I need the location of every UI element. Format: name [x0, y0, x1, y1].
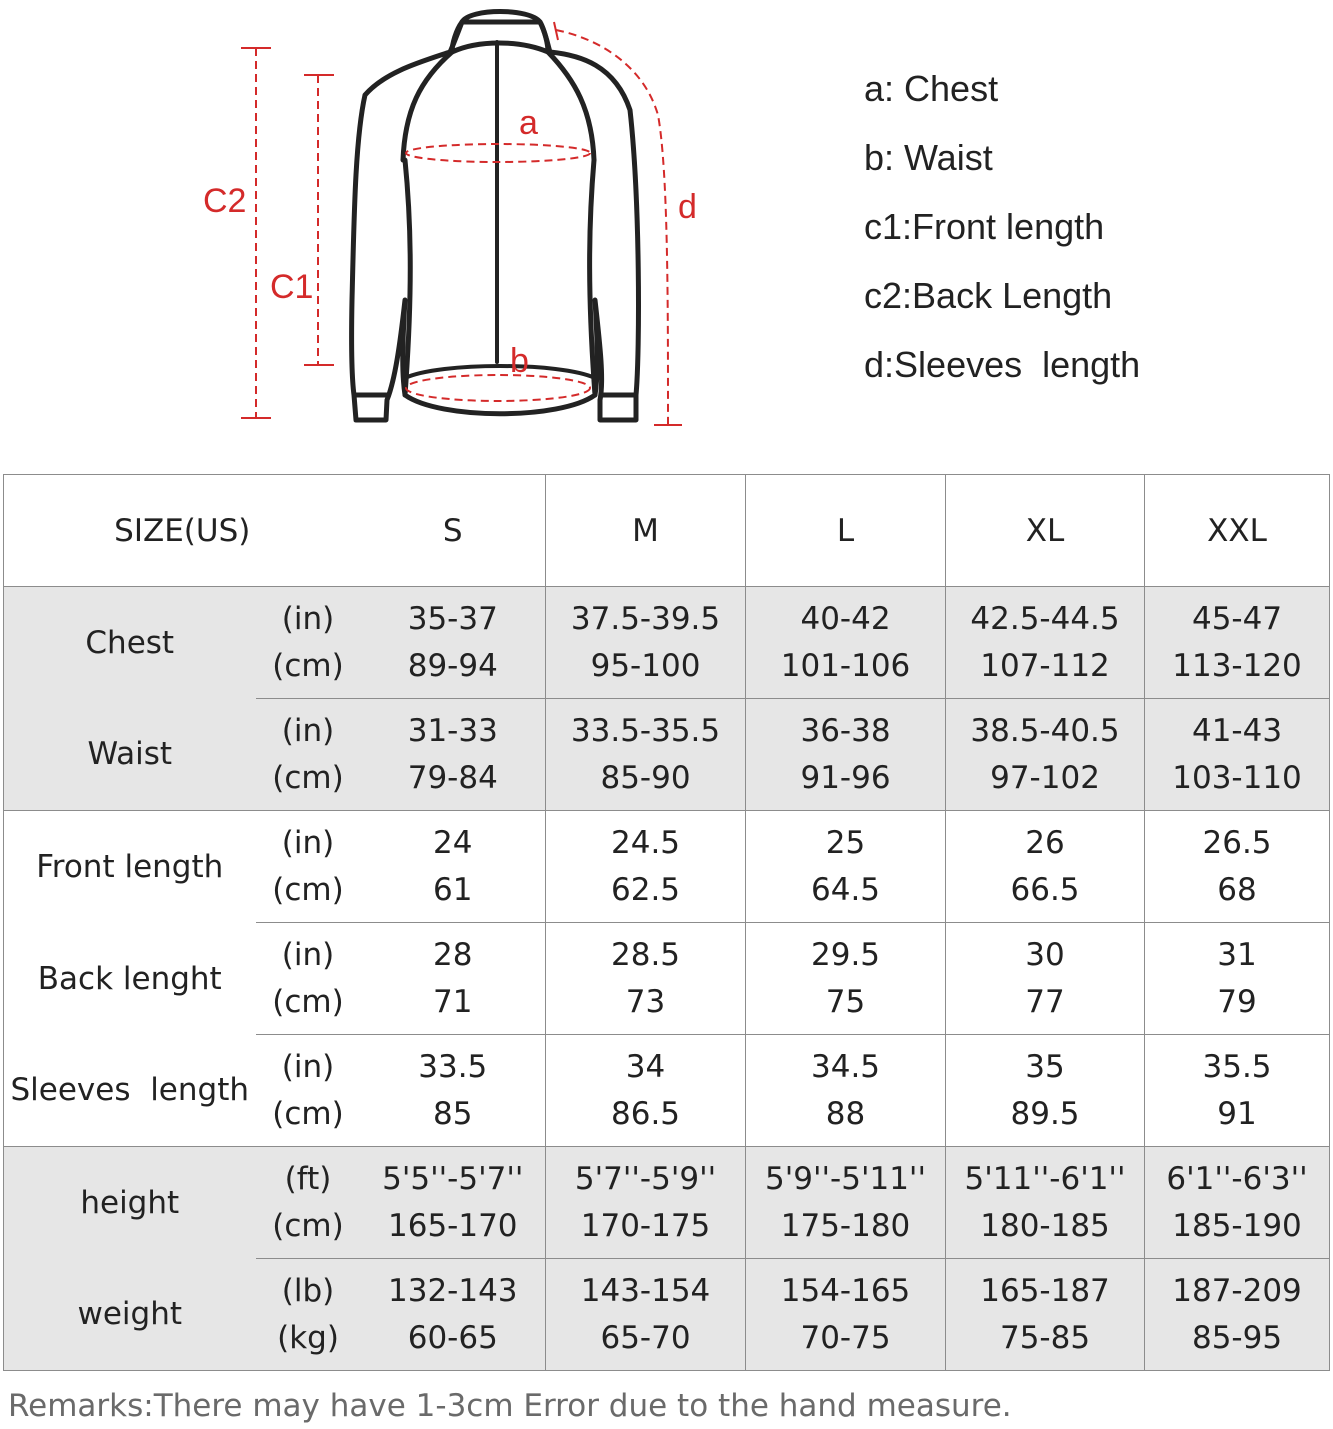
legend-key: b:: [864, 137, 895, 178]
value-secondary: 86.5: [611, 1095, 681, 1132]
unit-cell: [256, 699, 361, 811]
value-secondary: 89-94: [407, 647, 498, 684]
unit-label: (cm): [272, 647, 344, 684]
value-secondary: 89.5: [1010, 1095, 1080, 1132]
value-secondary: 101-106: [780, 647, 911, 684]
value-cell: [546, 811, 746, 923]
value-cell: [546, 1147, 746, 1259]
value-cell: [546, 1035, 746, 1147]
value-primary: 165-187: [980, 1272, 1110, 1309]
unit-label: (cm): [272, 1207, 344, 1244]
table-row: [4, 811, 1330, 923]
value-primary: 24: [433, 824, 473, 861]
size-header-s: S: [361, 475, 546, 587]
value-primary: 187-209: [1172, 1272, 1302, 1309]
unit-label: (cm): [272, 871, 344, 908]
row-label: Front length: [4, 811, 256, 923]
remarks-note: Remarks:There may have 1-3cm Error due to the hand measure.: [8, 1388, 1012, 1424]
value-cell: [361, 587, 546, 699]
unit-label: (in): [281, 600, 335, 637]
value-secondary: 185-190: [1172, 1207, 1302, 1244]
value-cell: [746, 587, 946, 699]
value-primary: 42.5-44.5: [970, 600, 1120, 637]
legend-item-waist: [864, 135, 1140, 204]
legend-text: Front length: [912, 206, 1105, 247]
row-label: Chest: [4, 587, 256, 699]
value-primary: 30: [1025, 936, 1065, 973]
unit-label: (cm): [272, 1095, 344, 1132]
value-cell: [746, 923, 946, 1035]
value-primary: 28: [433, 936, 473, 973]
value-cell: [746, 811, 946, 923]
legend-item-back-length: [864, 273, 1140, 342]
value-cell: [361, 811, 546, 923]
table-row: [4, 1259, 1330, 1371]
value-primary: 37.5-39.5: [570, 600, 721, 637]
value-cell: [546, 1259, 746, 1371]
value-secondary: 79: [1217, 983, 1257, 1020]
value-cell: [361, 923, 546, 1035]
value-primary: 26: [1025, 824, 1065, 861]
collar: [452, 12, 548, 53]
value-secondary: 75-85: [999, 1319, 1091, 1356]
value-cell: [1145, 1259, 1330, 1371]
value-secondary: 70-75: [800, 1319, 891, 1356]
size-header-l: L: [746, 475, 946, 587]
size-header-xl: XL: [946, 475, 1145, 587]
value-primary: 31-33: [407, 712, 498, 749]
unit-cell: [256, 923, 361, 1035]
row-label: Waist: [4, 699, 256, 811]
table-row: [4, 1147, 1330, 1259]
unit-label: (kg): [277, 1319, 339, 1356]
value-primary: 34: [625, 1048, 666, 1085]
value-cell: [946, 1259, 1145, 1371]
value-primary: 33.5-35.5: [570, 712, 721, 749]
value-primary: 5'5''-5'7'': [382, 1160, 524, 1197]
unit-cell: [256, 1035, 361, 1147]
value-secondary: 65-70: [600, 1319, 691, 1356]
unit-label: (lb): [281, 1272, 335, 1309]
value-cell: [746, 699, 946, 811]
value-primary: 25: [825, 824, 866, 861]
value-secondary: 97-102: [990, 759, 1100, 796]
value-primary: 6'1''-6'3'': [1166, 1160, 1308, 1197]
unit-label: (ft): [284, 1160, 332, 1197]
value-primary: 31: [1217, 936, 1257, 973]
table-row: [4, 587, 1330, 699]
unit-label: (in): [281, 936, 335, 973]
value-secondary: 61: [433, 871, 473, 908]
value-primary: 24.5: [611, 824, 681, 861]
value-cell: [746, 1035, 946, 1147]
value-cell: [1145, 587, 1330, 699]
value-primary: 36-38: [800, 712, 891, 749]
value-secondary: 64.5: [811, 871, 881, 908]
legend-text: Waist: [894, 137, 993, 178]
size-header-xxl: XXL: [1145, 475, 1330, 587]
value-cell: [746, 1147, 946, 1259]
value-secondary: 88: [825, 1095, 866, 1132]
value-primary: 5'9''-5'11'': [765, 1160, 926, 1197]
value-primary: 40-42: [800, 600, 891, 637]
value-secondary: 62.5: [611, 871, 681, 908]
label-d: d: [678, 188, 697, 226]
value-primary: 29.5: [811, 936, 881, 973]
value-secondary: 85-95: [1191, 1319, 1283, 1356]
legend-key: c2:: [864, 275, 913, 316]
right-raglan-seam: [548, 52, 594, 160]
table-row: [4, 699, 1330, 811]
value-cell: [361, 1147, 546, 1259]
label-c1: C1: [270, 268, 314, 306]
unit-label: (cm): [272, 759, 344, 796]
value-secondary: 71: [433, 983, 473, 1020]
value-secondary: 103-110: [1172, 759, 1302, 796]
value-secondary: 175-180: [780, 1207, 911, 1244]
value-primary: 154-165: [780, 1272, 911, 1309]
waist-measure-line: [406, 375, 590, 401]
left-side-seam: [405, 160, 410, 395]
value-primary: 5'11''-6'1'': [964, 1160, 1126, 1197]
table-row: [4, 1035, 1330, 1147]
value-primary: 132-143: [388, 1272, 518, 1309]
value-cell: [946, 587, 1145, 699]
value-primary: 26.5: [1202, 824, 1272, 861]
value-primary: 38.5-40.5: [970, 712, 1120, 749]
value-cell: [1145, 699, 1330, 811]
value-secondary: 85: [433, 1095, 473, 1132]
value-secondary: 77: [1025, 983, 1065, 1020]
value-secondary: 85-90: [600, 759, 691, 796]
row-label: weight: [4, 1259, 256, 1371]
value-cell: [946, 923, 1145, 1035]
value-primary: 45-47: [1191, 600, 1283, 637]
value-secondary: 91: [1217, 1095, 1257, 1132]
unit-label: (in): [281, 1048, 335, 1085]
unit-cell: [256, 587, 361, 699]
legend-key: a:: [864, 68, 895, 109]
legend-item-chest: [864, 66, 1140, 135]
value-cell: [746, 1259, 946, 1371]
value-cell: [546, 587, 746, 699]
value-cell: [546, 699, 746, 811]
value-cell: [946, 1147, 1145, 1259]
value-secondary: 107-112: [980, 647, 1110, 684]
legend-item-sleeves-length: [864, 342, 1140, 411]
value-cell: [546, 923, 746, 1035]
value-secondary: 91-96: [800, 759, 891, 796]
value-secondary: 73: [625, 983, 666, 1020]
legend-text: Sleeves length: [894, 344, 1141, 385]
jacket-measurement-diagram: [0, 0, 760, 440]
value-cell: [946, 811, 1145, 923]
value-cell: [361, 1259, 546, 1371]
value-cell: [946, 699, 1145, 811]
value-secondary: 68: [1217, 871, 1257, 908]
legend-text: Chest: [894, 68, 999, 109]
size-us-header: SIZE(US): [4, 475, 361, 587]
value-cell: [361, 699, 546, 811]
value-cell: [1145, 1147, 1330, 1259]
value-cell: [1145, 811, 1330, 923]
measurement-legend: [864, 66, 1140, 411]
sleeve-measure-line: [556, 30, 668, 425]
unit-label: (in): [281, 712, 335, 749]
row-label: height: [4, 1147, 256, 1259]
value-secondary: 170-175: [580, 1207, 711, 1244]
size-header-m: M: [546, 475, 746, 587]
label-a: a: [519, 104, 538, 142]
table-header-row: [4, 475, 1330, 587]
value-primary: 35: [1025, 1048, 1065, 1085]
row-label: Back lenght: [4, 923, 256, 1035]
value-primary: 35.5: [1202, 1048, 1272, 1085]
unit-label: (in): [281, 824, 335, 861]
value-cell: [1145, 923, 1330, 1035]
row-label: Sleeves length: [4, 1035, 256, 1147]
value-primary: 34.5: [811, 1048, 881, 1085]
value-secondary: 79-84: [407, 759, 498, 796]
unit-cell: [256, 1147, 361, 1259]
value-secondary: 95-100: [590, 647, 701, 684]
size-chart-table: [3, 474, 1330, 1371]
value-primary: 33.5: [418, 1048, 488, 1085]
value-primary: 41-43: [1191, 712, 1283, 749]
legend-key: d:: [864, 344, 895, 385]
value-primary: 35-37: [407, 600, 498, 637]
legend-key: c1:: [864, 206, 913, 247]
value-cell: [361, 1035, 546, 1147]
value-primary: 143-154: [580, 1272, 711, 1309]
legend-text: Back Length: [912, 275, 1113, 316]
value-secondary: 165-170: [388, 1207, 518, 1244]
value-secondary: 113-120: [1172, 647, 1302, 684]
value-secondary: 66.5: [1010, 871, 1080, 908]
value-primary: 5'7''-5'9'': [574, 1160, 717, 1197]
legend-item-front-length: [864, 204, 1140, 273]
unit-cell: [256, 811, 361, 923]
hem-band: [405, 366, 595, 378]
value-secondary: 60-65: [407, 1319, 498, 1356]
right-side-seam: [590, 160, 595, 395]
unit-label: (cm): [272, 983, 344, 1020]
value-secondary: 180-185: [980, 1207, 1110, 1244]
value-primary: 28.5: [611, 936, 681, 973]
label-b: b: [510, 342, 529, 380]
unit-cell: [256, 1259, 361, 1371]
label-c2: C2: [203, 182, 247, 220]
value-secondary: 75: [825, 983, 866, 1020]
value-cell: [1145, 1035, 1330, 1147]
value-cell: [946, 1035, 1145, 1147]
table-row: [4, 923, 1330, 1035]
